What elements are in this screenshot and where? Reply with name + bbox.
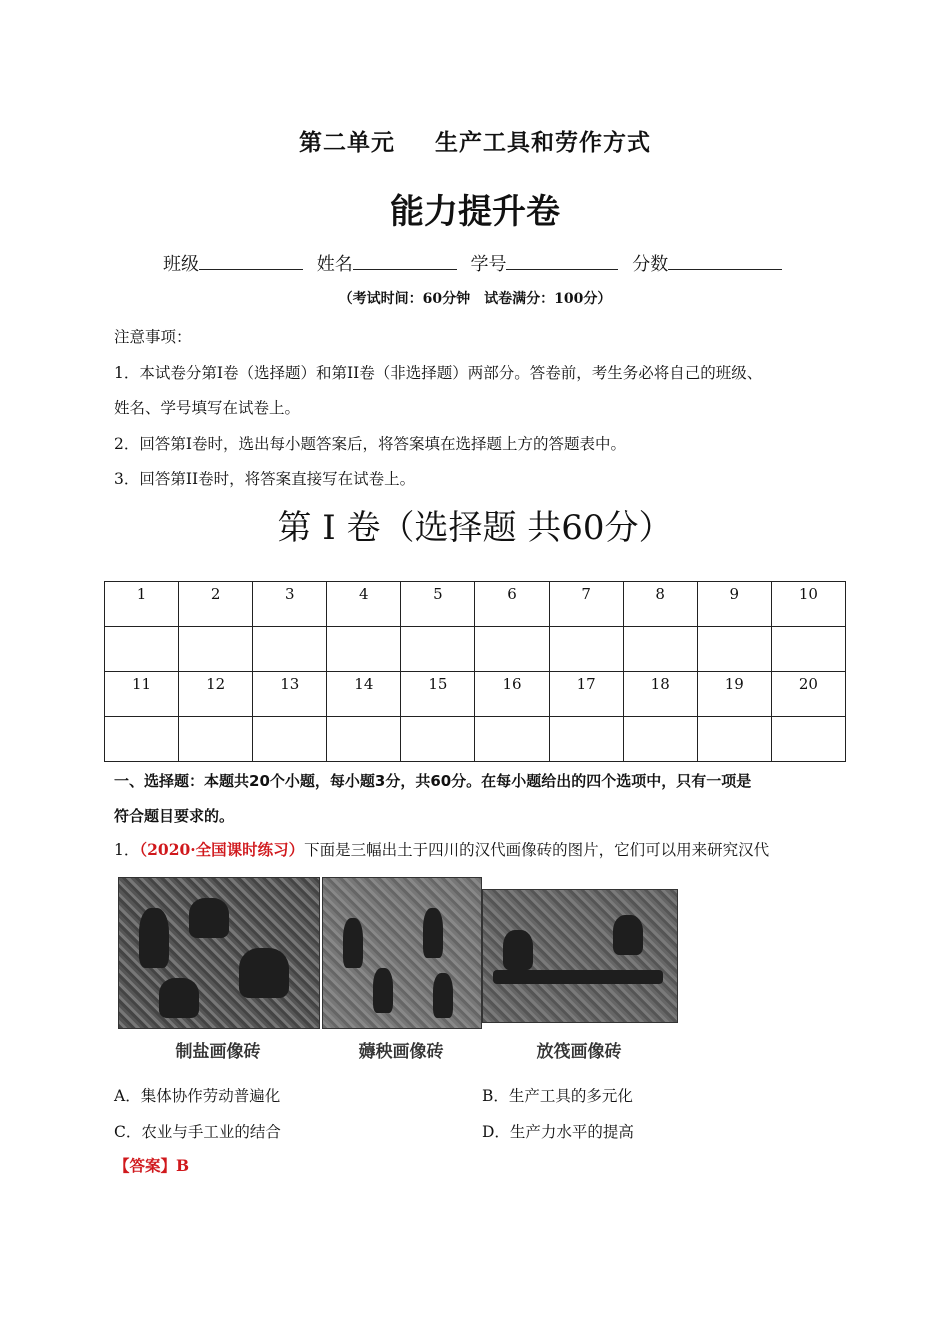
table-cell: 2 [179,582,253,627]
unit-title [0,124,950,157]
answer-cell[interactable] [475,717,549,762]
answer-cell[interactable] [327,717,401,762]
option-a[interactable]: A．集体协作劳动普遍化 [114,1087,281,1105]
instruction-line: 一、选择题：本题共20个小题，每小题3分，共60分。在每小题给出的四个选项中，只有一项是 [114,772,752,790]
question-source: （2020·全国课时练习） [139,840,305,859]
answer-cell[interactable] [253,627,327,672]
option-b[interactable]: B．生产工具的多元化 [482,1087,633,1105]
answer-table-header-row [105,582,846,627]
table-cell: 11 [105,672,179,717]
table-cell: 19 [697,672,771,717]
answer-cell[interactable] [771,627,845,672]
id-field: 学号 [470,250,618,276]
question-1-images [114,877,680,1067]
answer-table-blank-row [105,627,846,672]
note-item: 3．回答第II卷时，将答案直接写在试卷上。 [114,470,416,488]
class-blank[interactable] [199,253,303,270]
table-cell: 6 [475,582,549,627]
table-cell: 17 [549,672,623,717]
answer-cell[interactable] [253,717,327,762]
image-caption: 放筏画像砖 [536,1042,622,1062]
score-field: 分数 [632,250,782,276]
unit-topic: 生产工具和劳作方式 [435,130,651,156]
table-cell: 9 [697,582,771,627]
answer-cell[interactable] [623,717,697,762]
question-1-stem [114,838,769,860]
answer-cell[interactable] [549,717,623,762]
section-instructions [114,764,844,834]
answer-table-header-row [105,672,846,717]
option-c[interactable]: C．农业与手工业的结合 [114,1123,281,1141]
table-cell: 18 [623,672,697,717]
note-item: 姓名、学号填写在试卷上。 [114,399,301,417]
exam-time: （考试时间：60分钟 试卷满分：100分） [338,291,612,307]
unit-label: 第二单元 [299,130,395,156]
question-text: 下面是三幅出土于四川的汉代画像砖的图片，它们可以用来研究汉代 [304,841,770,859]
answer-cell[interactable] [697,627,771,672]
table-cell: 14 [327,672,401,717]
table-cell: 1 [105,582,179,627]
table-cell: 3 [253,582,327,627]
section-title: 第 I 卷（选择题 共60分） [277,508,673,548]
table-cell: 16 [475,672,549,717]
answer-cell[interactable] [475,627,549,672]
answer-cell[interactable] [179,627,253,672]
image-caption: 制盐画像砖 [175,1042,261,1062]
answer-cell[interactable] [771,717,845,762]
note-item: 2．回答第I卷时，选出每小题答案后，将答案填在选择题上方的答题表中。 [114,434,626,453]
option-d[interactable]: D．生产力水平的提高 [482,1123,634,1141]
image-caption: 薅秧画像砖 [358,1042,444,1062]
answer-cell[interactable] [623,627,697,672]
answer-table [104,581,846,762]
table-cell: 12 [179,672,253,717]
name-blank[interactable] [353,253,457,270]
rafting-brick-image [482,889,678,1023]
notes [114,320,834,498]
answer-table-blank-row [105,717,846,762]
answer-cell[interactable] [105,627,179,672]
question-number: 1． [114,841,140,859]
page-title: 能力提升卷 [390,192,560,232]
answer-cell[interactable] [179,717,253,762]
table-cell: 13 [253,672,327,717]
id-blank[interactable] [506,253,618,270]
table-cell: 20 [771,672,845,717]
instruction-line: 符合题目要求的。 [114,807,235,825]
answer-cell[interactable] [697,717,771,762]
answer-cell[interactable] [401,627,475,672]
class-field: 班级 [163,250,303,276]
notes-heading: 注意事项： [114,328,192,346]
table-cell: 4 [327,582,401,627]
table-cell: 15 [401,672,475,717]
table-cell: 10 [771,582,845,627]
table-cell: 7 [549,582,623,627]
answer-label: 【答案】B [114,1156,190,1175]
weeding-brick-image [322,877,482,1029]
answer-cell[interactable] [549,627,623,672]
answer-cell[interactable] [105,717,179,762]
answer-cell[interactable] [401,717,475,762]
student-info-row [163,250,790,276]
table-cell: 5 [401,582,475,627]
table-cell: 8 [623,582,697,627]
salt-making-brick-image [118,877,320,1029]
name-field: 姓名 [317,250,457,276]
answer-cell[interactable] [327,627,401,672]
score-blank[interactable] [668,253,782,270]
note-item: 1．本试卷分第I卷（选择题）和第II卷（非选择题）两部分。答卷前，考生务必将自己的班级、 [114,363,763,382]
